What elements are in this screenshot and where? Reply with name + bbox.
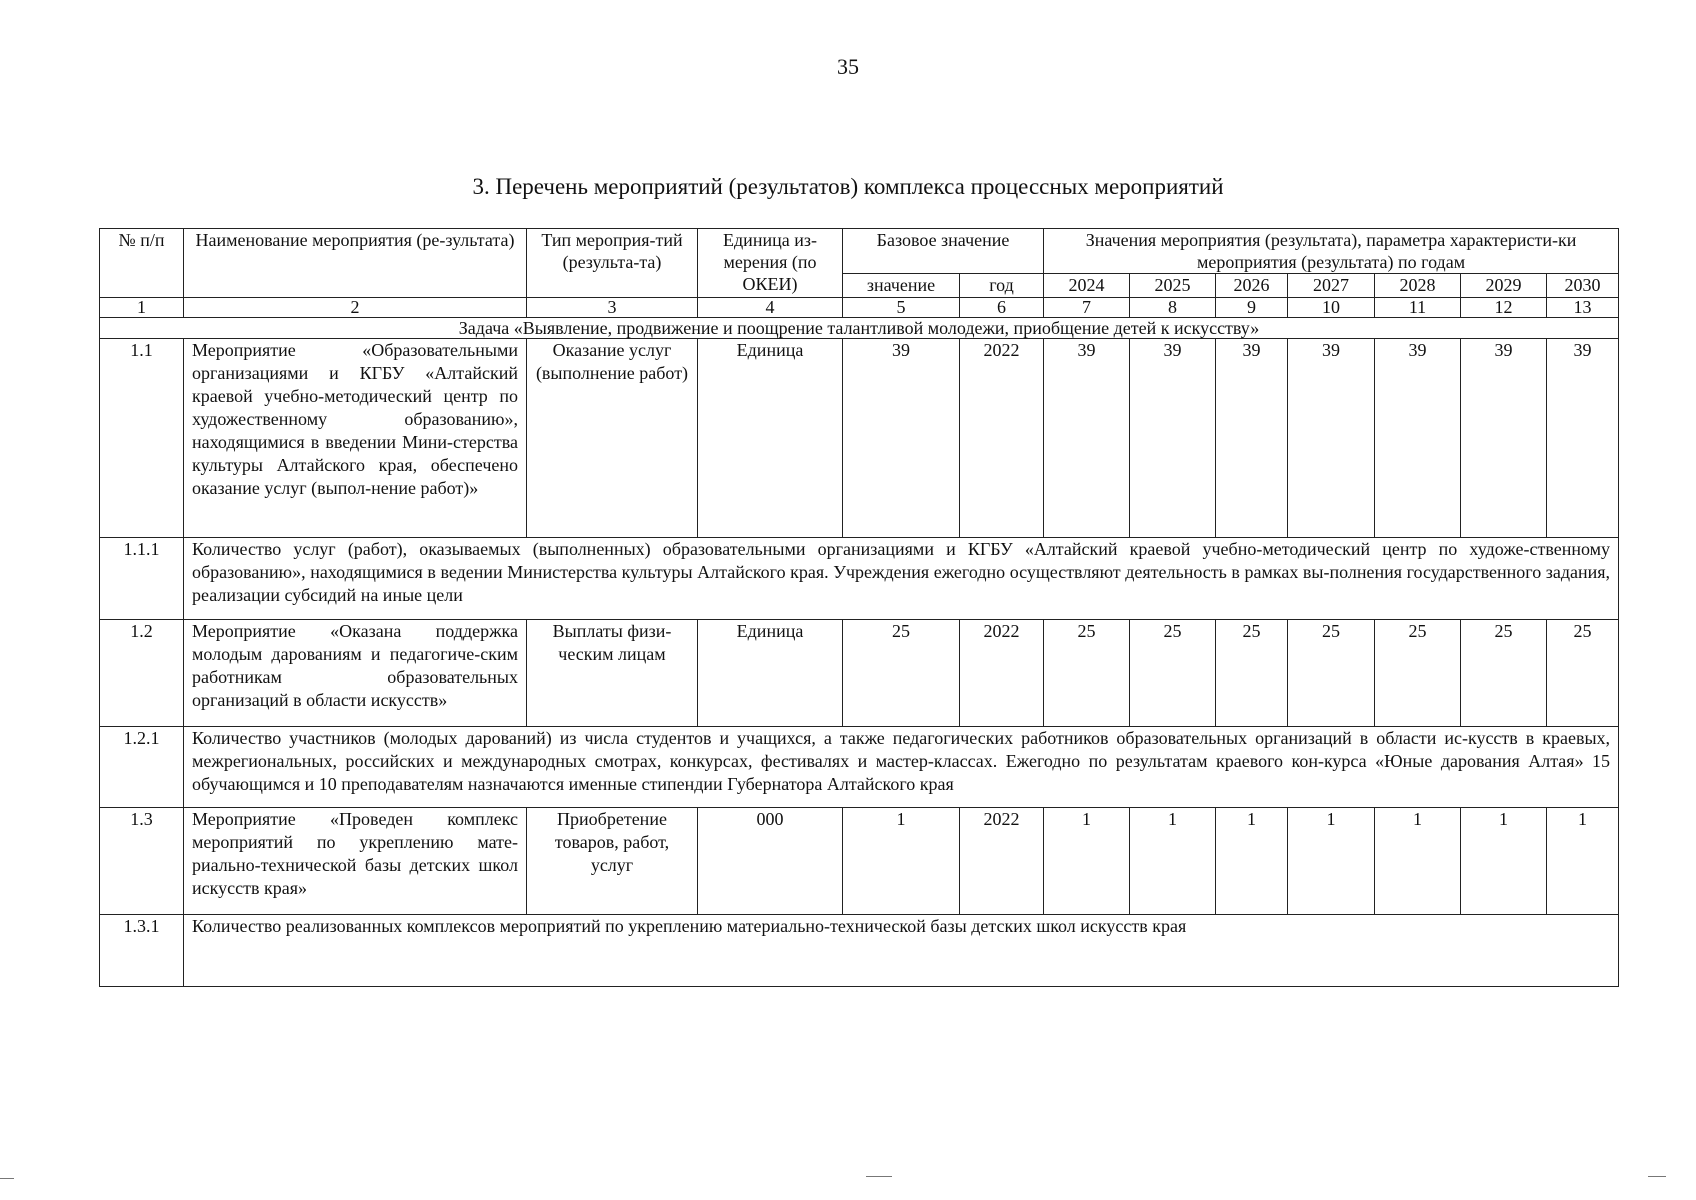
- column-number: 11: [1375, 298, 1461, 318]
- row-number: 1.2.1: [100, 727, 184, 808]
- row-number: 1.1.1: [100, 538, 184, 620]
- header-base-value: значение: [843, 274, 960, 298]
- unit: Единица: [698, 339, 843, 538]
- value-2026: 39: [1216, 339, 1288, 538]
- column-numbers-row: [100, 298, 1619, 318]
- task-title: Задача «Выявление, продвижение и поощрение талантливой молодежи, приобщение детей к искусству»: [100, 318, 1619, 339]
- value-2030: 25: [1547, 620, 1619, 727]
- row-number: 1.3: [100, 808, 184, 915]
- header-base: Базовое значение: [843, 229, 1044, 274]
- header-unit: Единица из-мерения (по ОКЕИ): [698, 229, 843, 298]
- row-number: 1.3.1: [100, 915, 184, 987]
- column-number: 6: [960, 298, 1044, 318]
- activity-name: Мероприятие «Оказана поддержка молодым дарованиям и педагогиче-ским работникам образовательных организаций в области искусств»: [184, 620, 527, 727]
- column-number: 10: [1288, 298, 1375, 318]
- scan-artifact: [866, 1176, 892, 1177]
- header-year-2024: 2024: [1044, 274, 1130, 298]
- activity-type: Выплаты физи-ческим лицам: [527, 620, 698, 727]
- base-year: 2022: [960, 339, 1044, 538]
- table-row: [100, 620, 1619, 727]
- column-number: 1: [100, 298, 184, 318]
- indicator-description: Количество услуг (работ), оказываемых (выполненных) образовательными организациями и КГБУ «Алтайский краевой учебно-методический центр по художе-ственному образованию», находящимися в ведении Министерства культуры Алтайского края. Учреждения ежегодно осуществляют деятельность в рамках вы-полнения государственного задания, реализации субсидий на иные цели: [184, 538, 1619, 620]
- header-year-2028: 2028: [1375, 274, 1461, 298]
- value-2024: 1: [1044, 808, 1130, 915]
- indicator-description: Количество реализованных комплексов мероприятий по укреплению материально-технической базы детских школ искусств края: [184, 915, 1619, 987]
- value-2027: 25: [1288, 620, 1375, 727]
- value-2027: 39: [1288, 339, 1375, 538]
- value-2028: 39: [1375, 339, 1461, 538]
- activity-name: Мероприятие «Образовательными организациями и КГБУ «Алтайский краевой учебно-методический центр по художественному образованию», находящимися в введении Мини-стерства культуры Алтайского края, обеспечено оказание услуг (выпол-нение работ)»: [184, 339, 527, 538]
- task-row: [100, 318, 1619, 339]
- page-number: 35: [837, 54, 859, 79]
- value-2026: 1: [1216, 808, 1288, 915]
- base-value: 1: [843, 808, 960, 915]
- column-number: 4: [698, 298, 843, 318]
- column-number: 3: [527, 298, 698, 318]
- header-year-2029: 2029: [1461, 274, 1547, 298]
- value-2026: 25: [1216, 620, 1288, 727]
- activity-type: Приобретение товаров, работ, услуг: [527, 808, 698, 915]
- document-title: 3. Перечень мероприятий (результатов) комплекса процессных мероприятий: [472, 174, 1224, 199]
- column-number: 2: [184, 298, 527, 318]
- table-row: [100, 339, 1619, 538]
- header-year-2026: 2026: [1216, 274, 1288, 298]
- header-type: Тип мероприя-тий (результа-та): [527, 229, 698, 298]
- indicator-description: Количество участников (молодых дарований) из числа студентов и учащихся, а также педагогических работников образовательных организаций в области ис-кусств в краевых, межрегиональных, российских и международных смотрах, конкурсах, фестивалях и мастер-классах. Ежегодно по результатам краевого кон-курса «Юные дарования Алтая» 15 обучающимся и 10 преподавателям назначаются именные стипендии Губернатора Алтайского края: [184, 727, 1619, 808]
- header-base-year: год: [960, 274, 1044, 298]
- header-year-2025: 2025: [1130, 274, 1216, 298]
- value-2027: 1: [1288, 808, 1375, 915]
- value-2028: 1: [1375, 808, 1461, 915]
- column-number: 7: [1044, 298, 1130, 318]
- row-number: 1.1: [100, 339, 184, 538]
- table-row: [100, 808, 1619, 915]
- header-year-2027: 2027: [1288, 274, 1375, 298]
- header-name: Наименование мероприятия (ре-зультата): [184, 229, 527, 298]
- base-year: 2022: [960, 808, 1044, 915]
- activity-name: Мероприятие «Проведен комплекс мероприятий по укреплению мате-риально-технической базы детских школ искусств края»: [184, 808, 527, 915]
- value-2028: 25: [1375, 620, 1461, 727]
- value-2029: 25: [1461, 620, 1547, 727]
- value-2025: 25: [1130, 620, 1216, 727]
- value-2030: 1: [1547, 808, 1619, 915]
- unit: 000: [698, 808, 843, 915]
- value-2029: 1: [1461, 808, 1547, 915]
- table-row: [100, 915, 1619, 987]
- base-year: 2022: [960, 620, 1044, 727]
- activity-type: Оказание услуг (выполнение работ): [527, 339, 698, 538]
- unit: Единица: [698, 620, 843, 727]
- base-value: 25: [843, 620, 960, 727]
- value-2029: 39: [1461, 339, 1547, 538]
- value-2030: 39: [1547, 339, 1619, 538]
- column-number: 9: [1216, 298, 1288, 318]
- header-year-2030: 2030: [1547, 274, 1619, 298]
- column-number: 12: [1461, 298, 1547, 318]
- table-row: [100, 538, 1619, 620]
- activities-table: [99, 228, 1619, 987]
- table-row: [100, 727, 1619, 808]
- column-number: 8: [1130, 298, 1216, 318]
- value-2025: 1: [1130, 808, 1216, 915]
- header-num: № п/п: [100, 229, 184, 298]
- row-number: 1.2: [100, 620, 184, 727]
- header-row-1: [100, 229, 1619, 274]
- value-2025: 39: [1130, 339, 1216, 538]
- value-2024: 25: [1044, 620, 1130, 727]
- scan-artifact: [1648, 1176, 1666, 1177]
- scan-artifact: [0, 1178, 14, 1179]
- base-value: 39: [843, 339, 960, 538]
- value-2024: 39: [1044, 339, 1130, 538]
- header-values: Значения мероприятия (результата), параметра характеристи-ки мероприятия (результата) по годам: [1044, 229, 1619, 274]
- column-number: 5: [843, 298, 960, 318]
- column-number: 13: [1547, 298, 1619, 318]
